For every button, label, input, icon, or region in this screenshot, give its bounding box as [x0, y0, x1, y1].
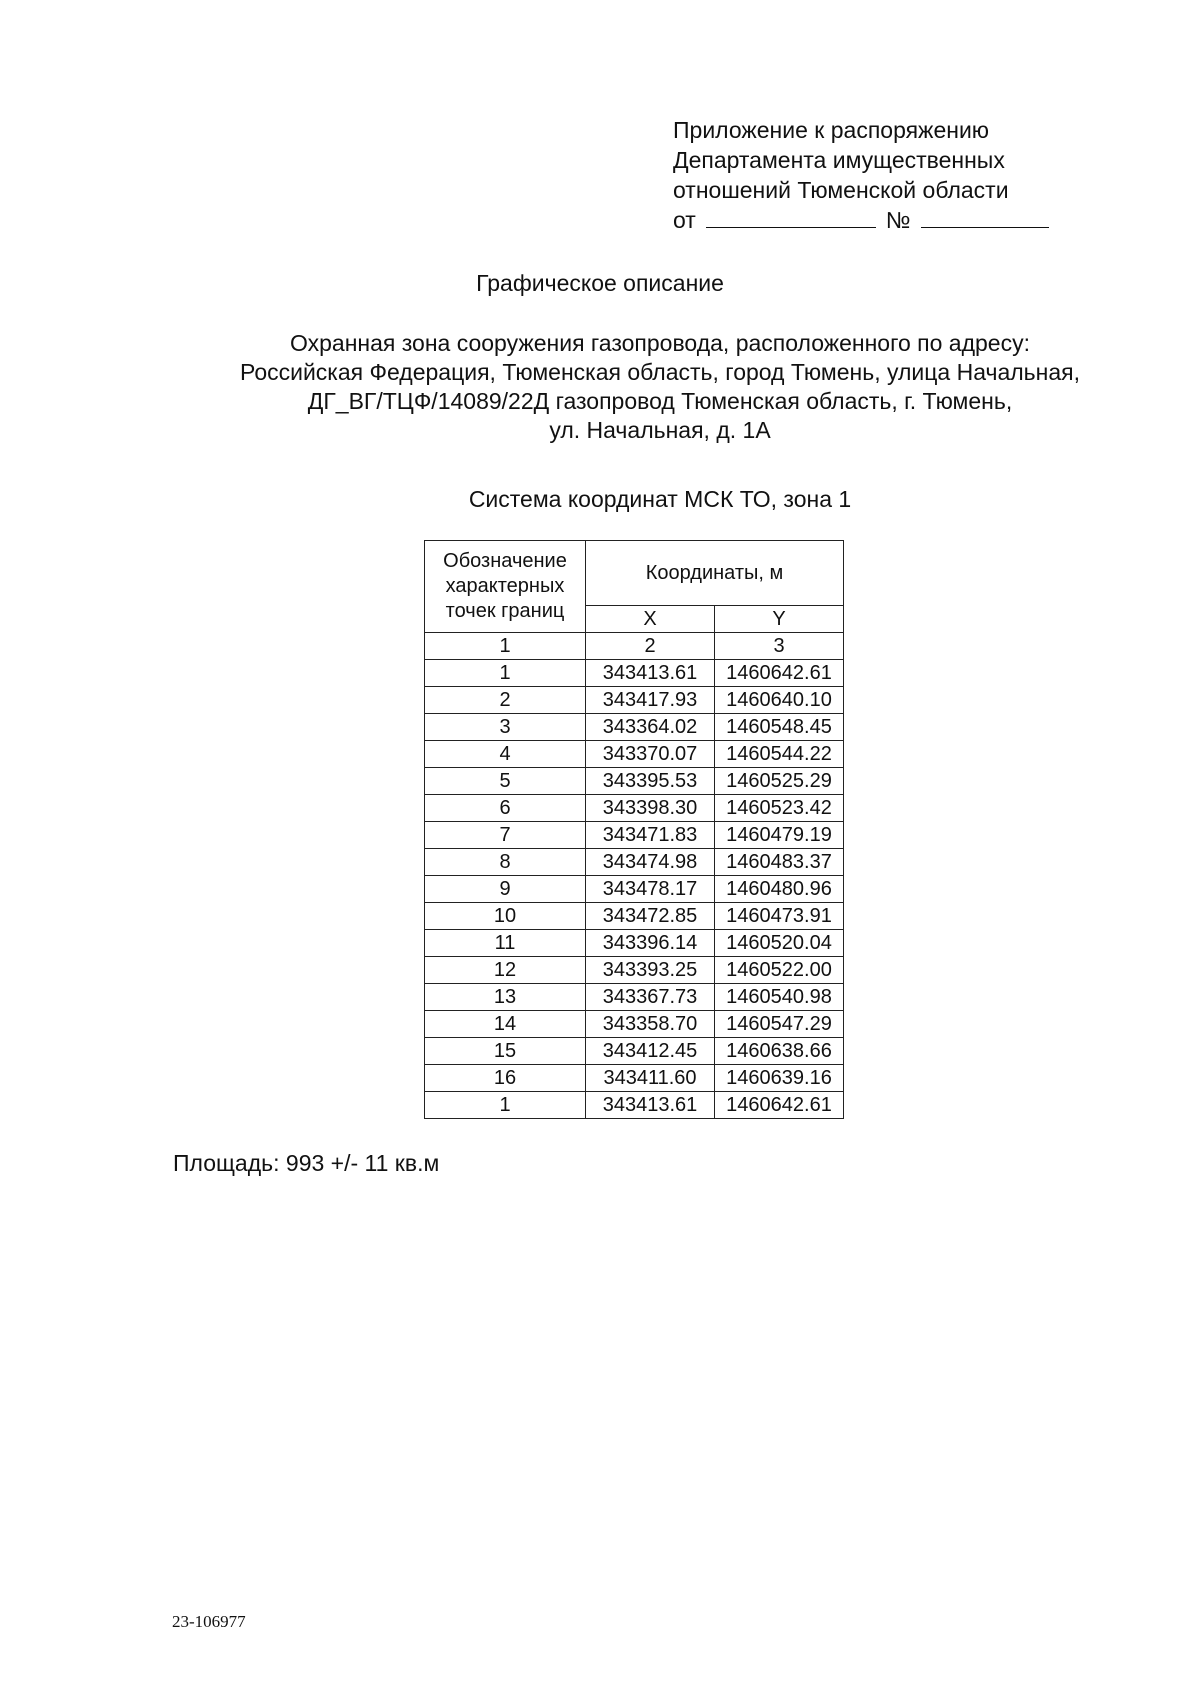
table-row	[425, 768, 844, 795]
coord-x: 343413.61	[586, 660, 715, 687]
table-row	[425, 1038, 844, 1065]
point-id: 11	[425, 930, 586, 957]
coord-x: 343364.02	[586, 714, 715, 741]
coord-y: 1460548.45	[715, 714, 844, 741]
coord-y: 1460520.04	[715, 930, 844, 957]
point-id: 1	[425, 1092, 586, 1119]
address-block	[60, 329, 1200, 445]
coord-x: 343413.61	[586, 1092, 715, 1119]
header-points: Обозначение характерных точек границ	[425, 541, 586, 633]
coord-y: 1460639.16	[715, 1065, 844, 1092]
point-id: 3	[425, 714, 586, 741]
address-line-3: ДГ_ВГ/ТЦФ/14089/22Д газопровод Тюменская область, г. Тюмень,	[307, 388, 1013, 414]
address-line-4: ул. Начальная, д. 1А	[549, 417, 771, 443]
point-id: 16	[425, 1065, 586, 1092]
point-id: 1	[425, 660, 586, 687]
coord-y: 1460642.61	[715, 660, 844, 687]
table-row	[425, 1011, 844, 1038]
coord-y: 1460479.19	[715, 822, 844, 849]
col-number: 2	[586, 633, 715, 660]
table-row	[425, 660, 844, 687]
coord-x: 343395.53	[586, 768, 715, 795]
table-row	[425, 741, 844, 768]
point-id: 4	[425, 741, 586, 768]
table-row	[425, 795, 844, 822]
coord-y: 1460480.96	[715, 876, 844, 903]
header-coords: Координаты, м	[586, 541, 844, 606]
point-id: 2	[425, 687, 586, 714]
address-line-1: Охранная зона сооружения газопровода, расположенного по адресу:	[290, 330, 1030, 356]
point-id: 9	[425, 876, 586, 903]
address-line-2: Российская Федерация, Тюменская область, город Тюмень, улица Начальная,	[239, 359, 1081, 385]
coord-x: 343411.60	[586, 1065, 715, 1092]
date-blank	[706, 207, 876, 228]
point-id: 6	[425, 795, 586, 822]
coord-y: 1460547.29	[715, 1011, 844, 1038]
point-id: 5	[425, 768, 586, 795]
coordinates-table	[424, 540, 844, 1119]
coord-x: 343396.14	[586, 930, 715, 957]
appendix-line-3: отношений Тюменской области	[673, 177, 1009, 203]
point-id: 12	[425, 957, 586, 984]
point-id: 15	[425, 1038, 586, 1065]
point-id: 8	[425, 849, 586, 876]
appendix-header	[673, 115, 1049, 235]
table-row	[425, 984, 844, 1011]
appendix-line-1: Приложение к распоряжению	[673, 117, 990, 143]
number-sign: №	[885, 207, 911, 233]
coord-x: 343370.07	[586, 741, 715, 768]
coord-y: 1460473.91	[715, 903, 844, 930]
coord-y: 1460544.22	[715, 741, 844, 768]
area-text: Площадь: 993 +/- 11 кв.м	[173, 1150, 440, 1176]
coord-x: 343412.45	[586, 1038, 715, 1065]
coord-y: 1460525.29	[715, 768, 844, 795]
number-blank	[921, 207, 1049, 228]
table-row	[425, 822, 844, 849]
coord-x: 343358.70	[586, 1011, 715, 1038]
table-row	[425, 714, 844, 741]
point-id: 10	[425, 903, 586, 930]
date-prefix: от	[673, 207, 696, 233]
coord-x: 343367.73	[586, 984, 715, 1011]
table-row	[425, 1092, 844, 1119]
coord-x: 343478.17	[586, 876, 715, 903]
coord-y: 1460540.98	[715, 984, 844, 1011]
coord-x: 343398.30	[586, 795, 715, 822]
header-x: X	[586, 606, 715, 633]
coord-y: 1460638.66	[715, 1038, 844, 1065]
coord-x: 343472.85	[586, 903, 715, 930]
table-row	[425, 687, 844, 714]
document-number: 23-106977	[172, 1612, 246, 1631]
coord-y: 1460522.00	[715, 957, 844, 984]
coord-x: 343474.98	[586, 849, 715, 876]
appendix-date-line	[673, 205, 1049, 235]
coord-y: 1460523.42	[715, 795, 844, 822]
coordinate-system: Система координат МСК ТО, зона 1	[468, 486, 852, 512]
coord-y: 1460640.10	[715, 687, 844, 714]
coord-y: 1460483.37	[715, 849, 844, 876]
coord-x: 343417.93	[586, 687, 715, 714]
appendix-line-2: Департамента имущественных	[673, 147, 1005, 173]
coord-y: 1460642.61	[715, 1092, 844, 1119]
col-number: 1	[425, 633, 586, 660]
table-row	[425, 1065, 844, 1092]
col-number: 3	[715, 633, 844, 660]
point-id: 7	[425, 822, 586, 849]
coord-x: 343471.83	[586, 822, 715, 849]
table-row	[425, 849, 844, 876]
header-y: Y	[715, 606, 844, 633]
table-row	[425, 903, 844, 930]
table-row	[425, 930, 844, 957]
table-row	[425, 876, 844, 903]
document-title: Графическое описание	[476, 270, 724, 296]
table-row	[425, 957, 844, 984]
point-id: 14	[425, 1011, 586, 1038]
point-id: 13	[425, 984, 586, 1011]
coord-x: 343393.25	[586, 957, 715, 984]
